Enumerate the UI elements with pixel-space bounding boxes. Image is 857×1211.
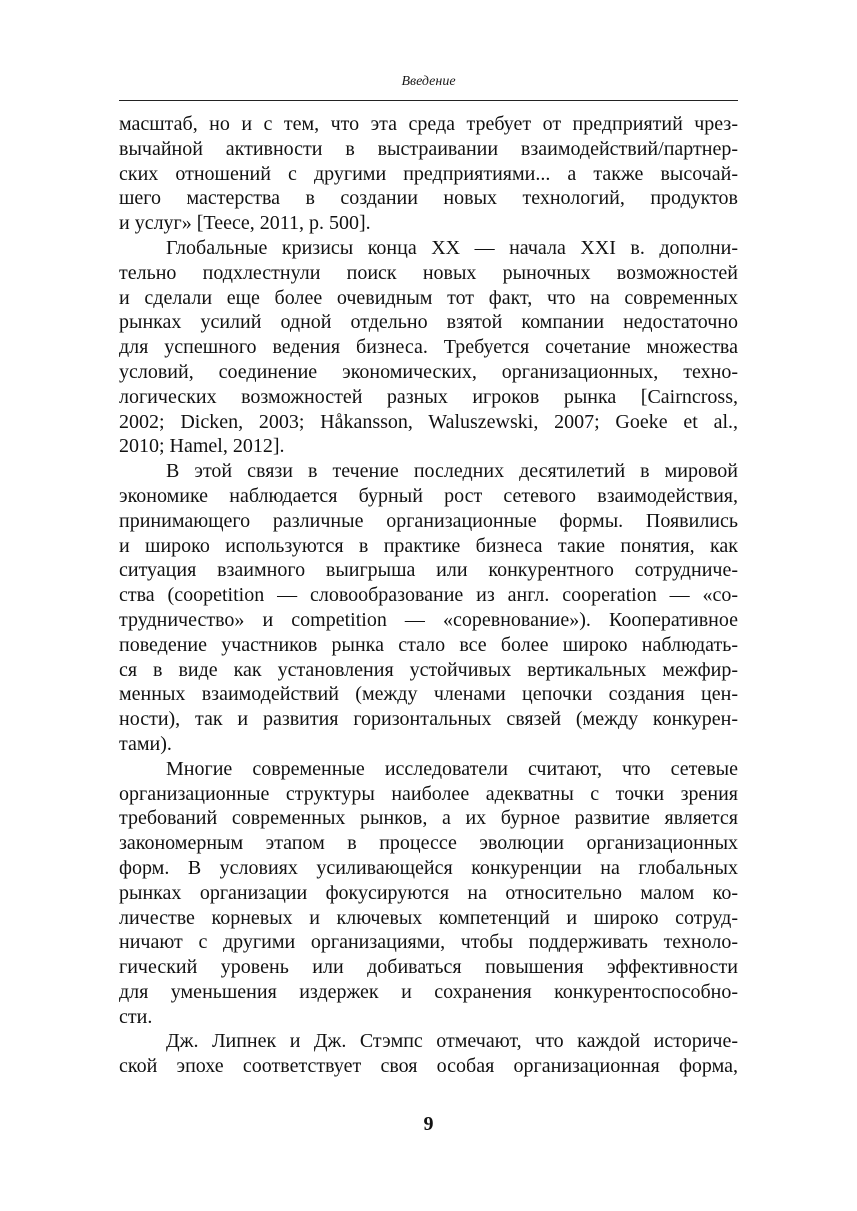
text-line: ства (coopetition — словообразование из англ. cooperation — «со- <box>119 584 738 607</box>
text-line: Дж. Липнек и Дж. Стэмпс отмечают, что каждой историче- <box>166 1030 738 1053</box>
page-number: 9 <box>423 1113 434 1135</box>
text-line: условий, соединение экономических, организационных, техно- <box>119 360 738 383</box>
text-line: требований современных рынков, а их бурное развитие является <box>119 807 738 830</box>
text-line: тельно подхлестнули поиск новых рыночных возможностей <box>119 261 738 284</box>
text-line: Многие современные исследователи считают, что сетевые <box>166 757 738 780</box>
text-line: ничают с другими организациями, чтобы поддерживать техноло- <box>119 931 738 954</box>
text-line: закономерным этапом в процессе эволюции организационных <box>119 832 738 855</box>
text-line: тами). <box>119 732 172 755</box>
text-line: и услуг» [Teece, 2011, p. 500]. <box>119 212 371 235</box>
text-line: принимающего различные организационные формы. Появились <box>119 509 738 532</box>
text-line: ской эпохе соответствует своя особая организационная форма, <box>119 1055 738 1078</box>
text-line: ских отношений с другими предприятиями... а также высочай- <box>119 162 738 185</box>
text-line: менных взаимодействий (между членами цепочки создания цен- <box>119 683 738 706</box>
text-line: вычайной активности в выстраивании взаимодействий/партнер- <box>119 137 738 160</box>
body-text <box>119 112 738 1079</box>
text-line: и широко используются в практике бизнеса такие понятия, как <box>119 534 738 557</box>
text-line: ности), так и развития горизонтальных связей (между конкурен- <box>119 708 738 731</box>
text-line: рынках усилий одной отдельно взятой компании недостаточно <box>119 311 738 334</box>
text-line: личестве корневых и ключевых компетенций и широко сотруд- <box>119 906 738 929</box>
text-line: 2010; Hamel, 2012]. <box>119 435 285 458</box>
text-line: для успешного ведения бизнеса. Требуется сочетание множества <box>119 336 738 359</box>
text-line: ся в виде как установления устойчивых вертикальных межфир- <box>119 658 738 681</box>
text-line: экономике наблюдается бурный рост сетевого взаимодействия, <box>119 484 738 507</box>
text-line: Глобальные кризисы конца XX — начала XXI в. дополни- <box>166 236 738 259</box>
text-line: поведение участников рынка стало все более широко наблюдать- <box>119 633 738 656</box>
text-line: шего мастерства в создании новых технологий, продуктов <box>119 187 738 210</box>
text-line: и сделали еще более очевидным тот факт, что на современных <box>119 286 738 309</box>
text-line: организационные структуры наиболее адекватны с точки зрения <box>119 782 738 805</box>
text-line: ситуация взаимного выигрыша или конкурентного сотрудниче- <box>119 559 738 582</box>
text-line: масштаб, но и с тем, что эта среда требует от предприятий чрез- <box>119 113 738 135</box>
text-line: логических возможностей разных игроков рынка [Cairncross, <box>119 385 738 408</box>
text-line: 2002; Dicken, 2003; Håkansson, Waluszewski, 2007; Goeke et al., <box>119 410 738 433</box>
text-line: форм. В условиях усиливающейся конкуренции на глобальных <box>119 856 738 879</box>
text-line: В этой связи в течение последних десятилетий в мировой <box>166 460 738 483</box>
text-line: рынках организации фокусируются на относительно малом ко- <box>119 881 738 904</box>
header-rule <box>119 100 738 101</box>
text-line: сти. <box>119 1005 153 1028</box>
text-line: гический уровень или добиваться повышения эффективности <box>119 956 738 979</box>
running-header: Введение <box>401 74 456 89</box>
text-line: для уменьшения издержек и сохранения конкурентоспособно- <box>119 980 738 1003</box>
text-line: трудничество» и competition — «соревнование»). Кооперативное <box>119 608 738 631</box>
